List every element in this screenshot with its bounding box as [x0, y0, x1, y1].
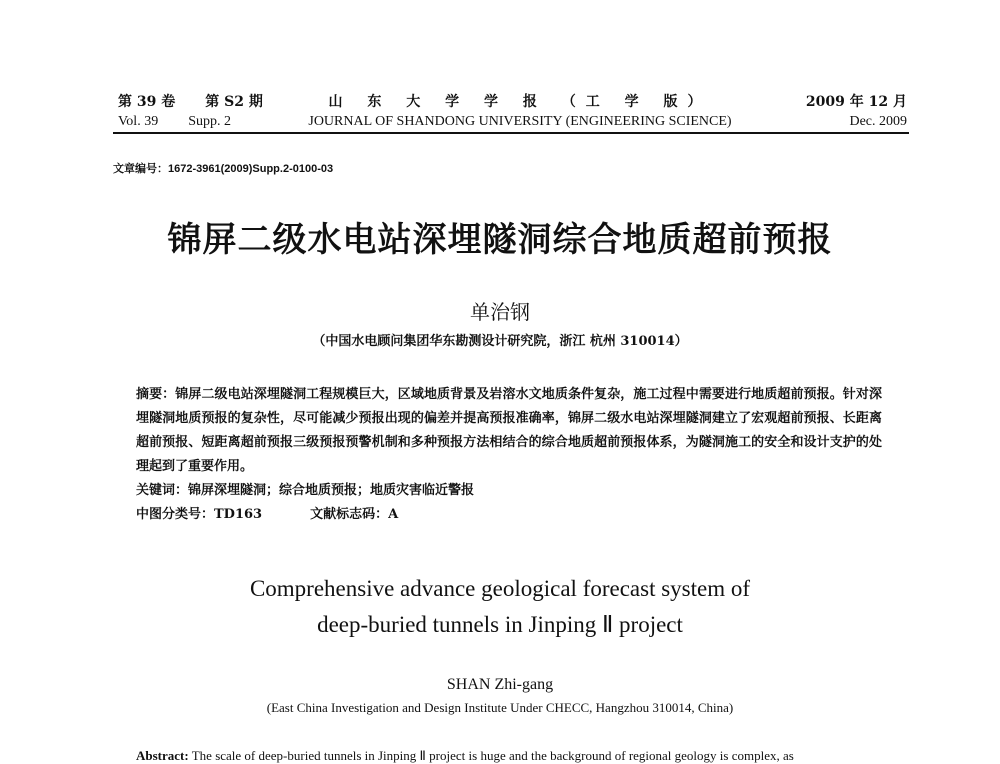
author-cn: 单治钢: [470, 300, 530, 324]
affiliation-cn: （中国水电顾问集团华东勘测设计研究院，浙江 杭州 310014）: [312, 334, 688, 349]
classification-info: [136, 503, 398, 522]
title-en-line1: Comprehensive advance geological forecast system of: [249, 576, 751, 601]
abstract-en-text: The scale of deep-buried tunnels in Jinping Ⅱ project is huge and the background of regional geology is complex, as: [191, 748, 794, 763]
affiliation-en: (East China Investigation and Design Institute Under CHECC, Hangzhou 310014, China): [266, 700, 734, 715]
title-en-line2: deep-buried tunnels in Jinping Ⅱ project: [317, 612, 683, 637]
abstract-en: [136, 748, 882, 764]
supplement-en: Supp. 2: [188, 114, 231, 129]
date-cn: 2009 年 12 月: [805, 94, 907, 110]
abstract-en-label: Abstract:: [136, 748, 189, 763]
page-title-en: [0, 571, 1000, 643]
header-divider: [113, 132, 909, 134]
author-en: SHAN Zhi-gang: [446, 676, 554, 693]
date-en: Dec. 2009: [849, 114, 907, 129]
header-volume-info: [118, 92, 263, 132]
supplement-cn: 第 S2 期: [205, 94, 263, 110]
abstract-cn: 摘要：锦屏二级电站深埋隧洞工程规模巨大，区域地质背景及岩溶水文地质条件复杂，施工过程中需要进行地质超前预报。针对深埋隧洞地质预报的复杂性，尽可能减少预报出现的偏差并提高预报准确率，锦屏二级水电站深埋隧洞建立了宏观超前预报、长距离超前预报、短距离超前预报三级预报预警机制和多种预报方法相结合的综合地质超前预报体系，为隧洞施工的安全和设计支护的处理起到了重要作用。: [136, 387, 882, 474]
article-number: 文章编号：1672-3961(2009)Supp.2-0100-03: [113, 163, 334, 175]
keywords-cn: 关键词：锦屏深埋隧洞；综合地质预报；地质灾害临近警报: [136, 483, 475, 498]
volume-en: Vol. 39: [118, 114, 159, 129]
volume-cn: 第 39 卷: [118, 94, 176, 110]
document-code: 文献标志码：A: [310, 507, 399, 522]
header-journal-name: [280, 92, 760, 132]
clc-number: 中图分类号：TD163: [136, 507, 263, 522]
journal-name-cn: 山 东 大 学 学 报 （工 学 版）: [328, 94, 712, 110]
page-title-cn: 锦屏二级水电站深埋隧洞综合地质超前预报: [167, 220, 833, 260]
journal-name-en: JOURNAL OF SHANDONG UNIVERSITY (ENGINEERING SCIENCE): [308, 114, 732, 129]
header-date: [806, 92, 907, 132]
